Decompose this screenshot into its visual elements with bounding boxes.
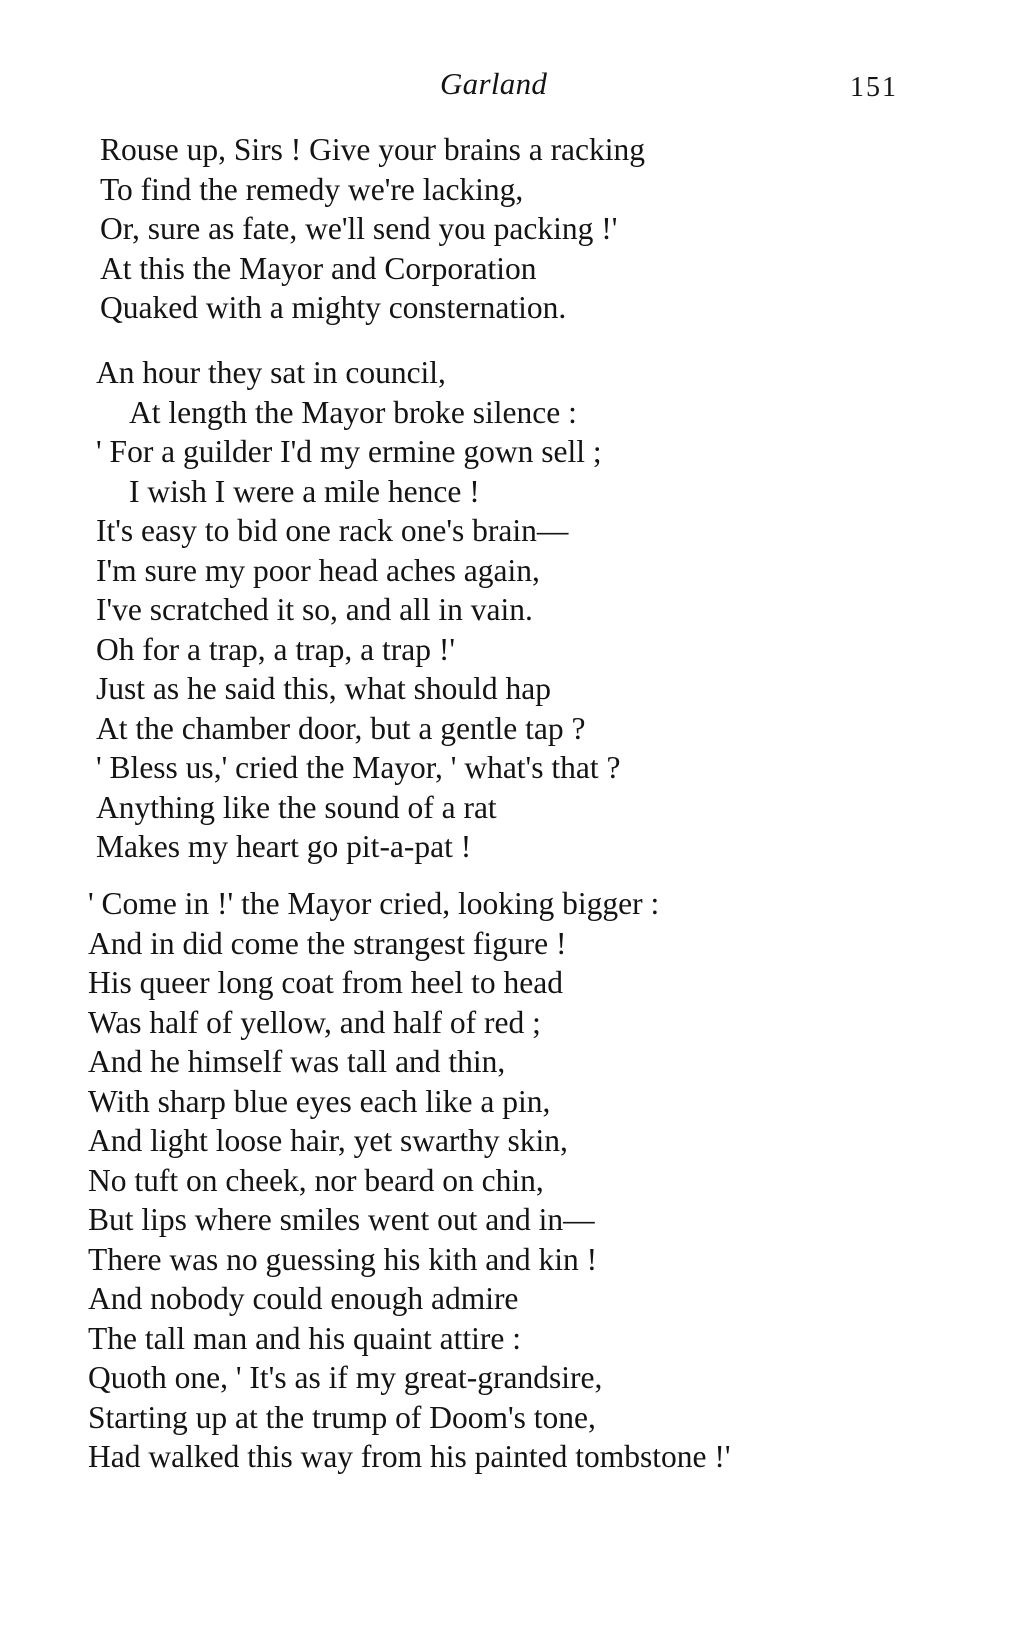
stanza-2 xyxy=(96,353,620,867)
verse-line: His queer long coat from heel to head xyxy=(88,965,563,1000)
running-title: Garland xyxy=(440,66,548,101)
verse-line: Rouse up, Sirs ! Give your brains a racking xyxy=(100,132,646,167)
verse-line: ' Come in !' the Mayor cried, looking bigger : xyxy=(88,886,660,921)
verse-line: There was no guessing his kith and kin ! xyxy=(88,1241,598,1277)
stanza-1 xyxy=(100,130,645,328)
verse-line: No tuft on cheek, nor beard on chin, xyxy=(88,1162,544,1198)
verse-line: Anything like the sound of a rat xyxy=(96,789,497,825)
verse-line: At the chamber door, but a gentle tap ? xyxy=(96,710,586,746)
verse-line: ' For a guilder I'd my ermine gown sell ; xyxy=(96,434,602,469)
verse-line: But lips where smiles went out and in— xyxy=(88,1202,595,1237)
verse-line: Just as he said this, what should hap xyxy=(96,671,551,706)
verse-line: Was half of yellow, and half of red ; xyxy=(88,1004,541,1040)
verse-line: To find the remedy we're lacking, xyxy=(100,171,524,207)
verse-line: And he himself was tall and thin, xyxy=(88,1044,506,1079)
verse-line-indented: I wish I were a mile hence ! xyxy=(129,473,480,509)
verse-line: It's easy to bid one rack one's brain— xyxy=(96,513,569,548)
verse-line: And light loose hair, yet swarthy skin, xyxy=(88,1123,568,1158)
verse-line: Starting up at the trump of Doom's tone, xyxy=(88,1399,596,1435)
verse-line: The tall man and his quaint attire : xyxy=(88,1320,522,1356)
verse-line: ' Bless us,' cried the Mayor, ' what's that ? xyxy=(96,750,621,785)
stanza-3 xyxy=(88,884,731,1477)
verse-line: I'm sure my poor head aches again, xyxy=(96,552,540,588)
verse-line: Oh for a trap, a trap, a trap !' xyxy=(96,631,456,667)
verse-line: Quaked with a mighty consternation. xyxy=(100,290,567,325)
verse-line: Had walked this way from his painted tombstone !' xyxy=(88,1439,731,1474)
verse-line: I've scratched it so, and all in vain. xyxy=(96,592,533,627)
verse-line: And nobody could enough admire xyxy=(88,1281,519,1316)
verse-line: An hour they sat in council, xyxy=(96,355,446,390)
running-head xyxy=(0,64,1035,104)
page-number: 151 xyxy=(850,72,898,103)
verse-line: At this the Mayor and Corporation xyxy=(100,250,537,286)
verse-line: With sharp blue eyes each like a pin, xyxy=(88,1083,551,1119)
verse-line: And in did come the strangest figure ! xyxy=(88,925,567,961)
verse-line: Quoth one, ' It's as if my great-grandsire, xyxy=(88,1360,603,1395)
verse-line-indented: At length the Mayor broke silence : xyxy=(129,394,577,430)
verse-line: Or, sure as fate, we'll send you packing !' xyxy=(100,211,618,246)
verse-line: Makes my heart go pit-a-pat ! xyxy=(96,829,472,864)
